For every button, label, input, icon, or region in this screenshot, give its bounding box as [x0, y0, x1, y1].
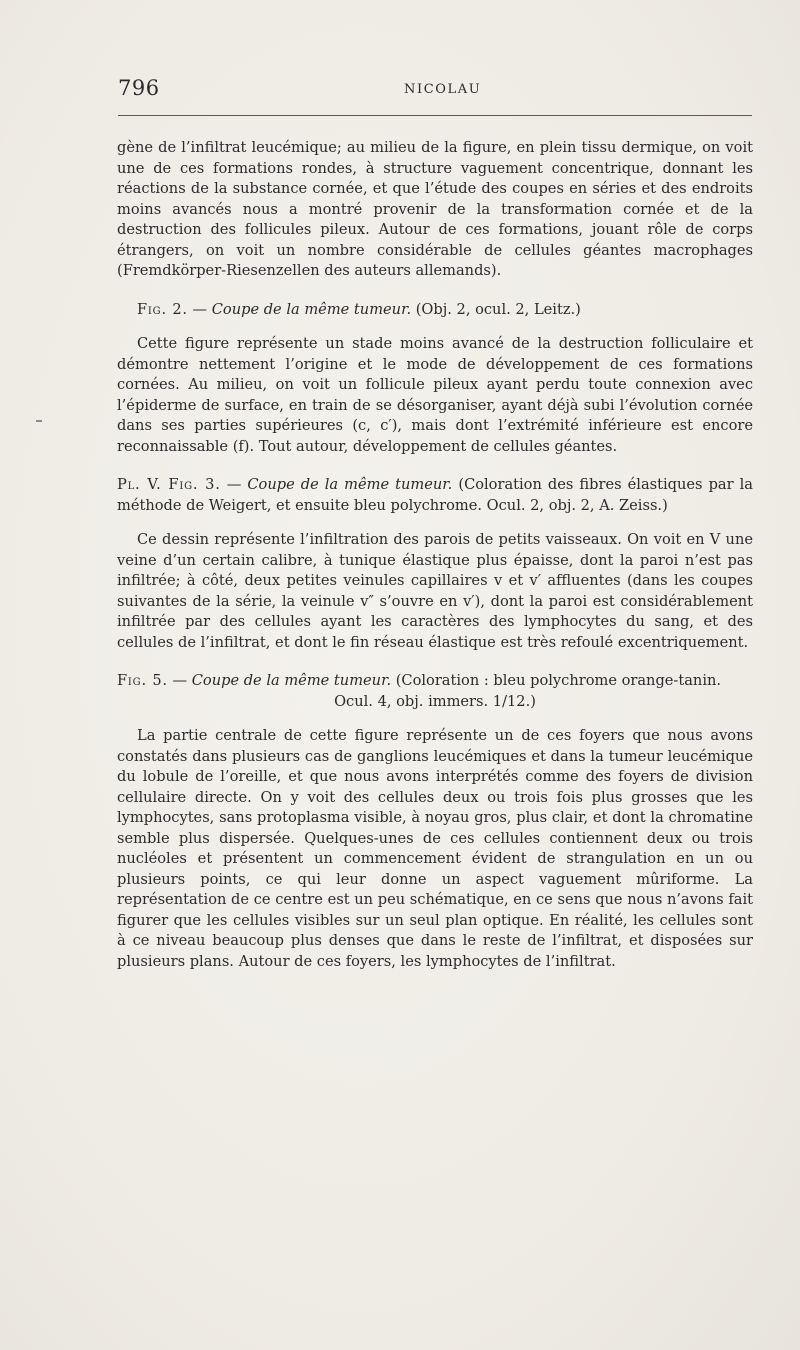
caption-dash: — — [167, 672, 192, 689]
page-number: 796 — [118, 76, 160, 100]
caption-details: (Coloration des fibres élastiques par la méthode de Weigert, et ensuite bleu polychrome. Ocul. 2, obj. 2, A. Zeiss.) — [117, 476, 753, 514]
paragraph-1: gène de l’infiltrat leucémique; au milieu de la figure, en plein tissu dermique, on voit une de ces formations rondes, à structure vaguement concentrique, donnant les réactions de la substance cornée, et que l’étude des coupes en séries et des endroits moins avancés nous a montré provenir de la transformation cornée et de la destruction des follicules pileux. Autour de ces formations, jouant rôle de corps étrangers, on voit un nombre considérable de cellules géantes macrophages (Fremdkörper-Riesenzellen des auteurs allemands). — [117, 139, 753, 279]
caption-label: Fig. 5. — [117, 672, 168, 689]
figure-caption-5 — [117, 671, 753, 712]
caption-label: Fig. 2. — [137, 300, 188, 318]
header-rule — [118, 115, 752, 116]
paragraph-4: La partie centrale de cette figure représente un de ces foyers que nous avons constatés dans plusieurs cas de ganglions leucémiques et dans la tumeur leucémique du lobule de l’oreille, et que nous avons interprétés comme des foyers de division cellulaire directe. On y voit des cellules deux ou trois fois plus grosses que les lymphocytes, sans protoplasma visible, à noyau gros, plus clair, et dont la chromatine semble plus dispersée. Quelques-unes de ces cellules contiennent deux ou trois nucléoles et présentent un commencement évident de strangulation en un ou plusieurs points, ce qui leur donne un aspect vaguement mûriforme. La représentation de ce centre est un peu schématique, en ce sens que nous n’avons fait figurer que les cellules visibles sur un seul plan optique. En réalité, les cellules sont à ce niveau beaucoup plus denses que dans le reste de l’infiltrat, et disposées sur plusieurs plans. Autour de ces foyers, les lymphocytes de l’infiltrat. — [117, 727, 753, 970]
page-header — [118, 76, 752, 100]
caption-details: (Obj. 2, ocul. 2, Leitz.) — [411, 300, 581, 318]
body-text — [117, 138, 753, 972]
caption-title: Coupe de la même tumeur. — [191, 672, 392, 689]
caption-dash: — — [187, 300, 212, 318]
running-head: NICOLAU — [404, 82, 482, 97]
caption-title: Coupe de la même tumeur. — [211, 300, 412, 318]
caption-title: Coupe de la même tumeur. — [247, 476, 453, 493]
figure-caption-2 — [117, 300, 753, 321]
paragraph-3: Ce dessin représente l’infiltration des parois de petits vaisseaux. On voit en V une veine d’un certain calibre, à tunique élastique plus épaisse, dont la paroi n’est pas infiltrée; à côté, deux petites veinules capillaires v et v′ affluentes (dans les coupes suivantes de la série, la veinule v″ s’ouvre en v′), dont la paroi est considérablement infiltrée par des cellules ayant les caractères des lymphocytes du sang, et des cellules de l’infiltrat, et dont le fin réseau élastique est très refoulé excentriquement. — [117, 531, 753, 651]
paragraph-2: Cette figure représente un stade moins avancé de la destruction folliculaire et démontre nettement l’origine et le mode de développement de ces formations cornées. Au milieu, on voit un follicule pileux ayant perdu toute connexion avec l’épiderme de surface, en train de se désorganiser, ayant déjà subi l’évolution cornée dans ses parties supérieures (c, c′), mais dont l’extrémité inférieure est encore reconnaissable (f). Tout autour, développement de cellules géantes. — [117, 335, 753, 455]
caption-details-line-2: Ocul. 4, obj. immers. 1/12.) — [334, 692, 536, 710]
margin-mark — [36, 420, 42, 422]
caption-dash: — — [220, 476, 248, 493]
figure-caption-3 — [117, 475, 753, 516]
caption-details: (Coloration : bleu polychrome orange-tanin. — [391, 672, 722, 689]
caption-label: Pl. V. Fig. 3. — [117, 476, 221, 493]
